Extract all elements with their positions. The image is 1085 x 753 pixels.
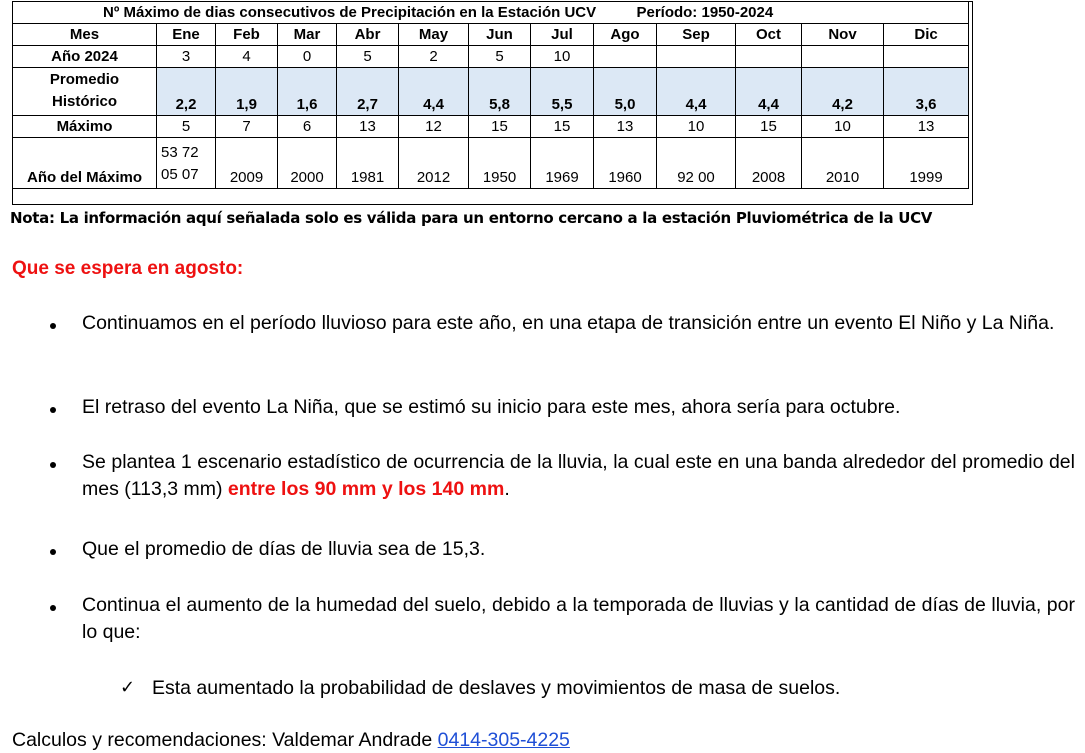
table-cell: 4,4 [399, 68, 469, 116]
month-header: Ene [157, 24, 216, 46]
historic-average-row [13, 68, 969, 116]
table-cell: 6 [278, 116, 337, 138]
table-cell [594, 46, 657, 68]
table-cell: 5 [157, 116, 216, 138]
table-cell: 5 [337, 46, 399, 68]
table-cell: 2,2 [157, 68, 216, 116]
note-text: Nota: La información aquí señalada solo es válida para un entorno cercano a la estación Pluviométrica de la UCV [10, 209, 933, 227]
table-cell: 2000 [278, 138, 337, 189]
table-cell: 15 [736, 116, 802, 138]
precipitation-table [12, 1, 969, 189]
table-cell: 92 00 [657, 138, 736, 189]
bullet-text: Que el promedio de días de lluvia sea de 15,3. [82, 538, 486, 560]
month-header: May [399, 24, 469, 46]
bullet-text: Continua el aumento de la humedad del suelo, debido a la temporada de lluvias y la cantidad de días de lluvia, por lo que: [82, 594, 1075, 643]
bullet-text [82, 449, 1075, 503]
row-label [13, 68, 157, 116]
bullet-icon [50, 605, 56, 611]
year-2024-row [13, 46, 969, 68]
table-cell: 5,8 [469, 68, 531, 116]
row-label: Año del Máximo [13, 138, 157, 189]
table-cell [802, 46, 884, 68]
bullet-text-end: . [504, 478, 510, 500]
month-header: Jun [469, 24, 531, 46]
table-cell: 13 [594, 116, 657, 138]
table-cell: 13 [884, 116, 969, 138]
row-label: Año 2024 [13, 46, 157, 68]
month-header: Mar [278, 24, 337, 46]
table-cell: 1969 [531, 138, 594, 189]
table-cell: 53 72 05 07 [157, 138, 216, 189]
highlight-range: entre los 90 mm y los 140 mm [227, 478, 505, 500]
row-label-line: Histórico [51, 93, 117, 110]
month-header: Abr [337, 24, 399, 46]
table-cell: 5,0 [594, 68, 657, 116]
table-period: Período: 1950-2024 [636, 4, 774, 21]
table-cell: 4,4 [657, 68, 736, 116]
table-cell: 3,6 [884, 68, 969, 116]
table-title-row [13, 2, 969, 24]
month-header: Jul [531, 24, 594, 46]
sub-bullet-text: Esta aumentado la probabilidad de deslaves y movimientos de masa de suelos. [152, 677, 841, 699]
table-cell: 4 [216, 46, 278, 68]
table-cell [736, 46, 802, 68]
check-icon: ✓ [120, 677, 136, 698]
month-header: Oct [736, 24, 802, 46]
table-cell: 2010 [802, 138, 884, 189]
table-cell: 1,6 [278, 68, 337, 116]
month-header-row [13, 24, 969, 46]
table-cell: 10 [531, 46, 594, 68]
table-cell: 4,2 [802, 68, 884, 116]
bullet-icon [50, 323, 56, 329]
bullet-text: Continuamos en el período lluvioso para este año, en una etapa de transición entre un evento El Niño y La Niña. [82, 312, 1055, 334]
table-cell: 13 [337, 116, 399, 138]
month-header: Feb [216, 24, 278, 46]
table-cell [884, 46, 969, 68]
table-title: Nº Máximo de dias consecutivos de Precipitación en la Estación UCV [103, 4, 597, 21]
table-cell: 15 [531, 116, 594, 138]
table-cell: 1950 [469, 138, 531, 189]
table-cell: 2009 [216, 138, 278, 189]
footer-credit: Calculos y recomendaciones: Valdemar Andrade [12, 729, 438, 751]
month-header: Nov [802, 24, 884, 46]
bullet-icon [50, 407, 56, 413]
table-cell: 1981 [337, 138, 399, 189]
phone-link[interactable]: 0414-305-4225 [437, 729, 570, 751]
bullet-text: El retraso del evento La Niña, que se estimó su inicio para este mes, ahora sería para octubre. [82, 396, 901, 418]
table-cell: 12 [399, 116, 469, 138]
table-cell: 3 [157, 46, 216, 68]
table-cell: 7 [216, 116, 278, 138]
table-cell: 2012 [399, 138, 469, 189]
section-title: Que se espera en agosto: [12, 258, 244, 279]
table-cell [657, 46, 736, 68]
table-cell: 10 [802, 116, 884, 138]
month-header: Sep [657, 24, 736, 46]
table-cell: 2,7 [337, 68, 399, 116]
bullet-icon [50, 549, 56, 555]
table-cell: 1,9 [216, 68, 278, 116]
table-cell: 5,5 [531, 68, 594, 116]
footer [12, 729, 570, 752]
row-label: Mes [13, 24, 157, 46]
table-cell: 2 [399, 46, 469, 68]
table-cell: 1999 [884, 138, 969, 189]
bullet-icon [50, 462, 56, 468]
bullet-text-main: Se plantea 1 escenario estadístico de ocurrencia de la lluvia, la cual este en una banda alrededor del promedio del mes (113,3 mm) [82, 451, 1075, 500]
row-label: Máximo [13, 116, 157, 138]
month-header: Ago [594, 24, 657, 46]
table-cell: 2008 [736, 138, 802, 189]
table-cell: 5 [469, 46, 531, 68]
table-cell: 4,4 [736, 68, 802, 116]
table-cell: 15 [469, 116, 531, 138]
table-cell: 1960 [594, 138, 657, 189]
table-cell: 0 [278, 46, 337, 68]
year-of-maximum-row [13, 138, 969, 189]
maximum-row [13, 116, 969, 138]
table-cell: 10 [657, 116, 736, 138]
row-label-line: Promedio [49, 71, 120, 88]
month-header: Dic [884, 24, 969, 46]
